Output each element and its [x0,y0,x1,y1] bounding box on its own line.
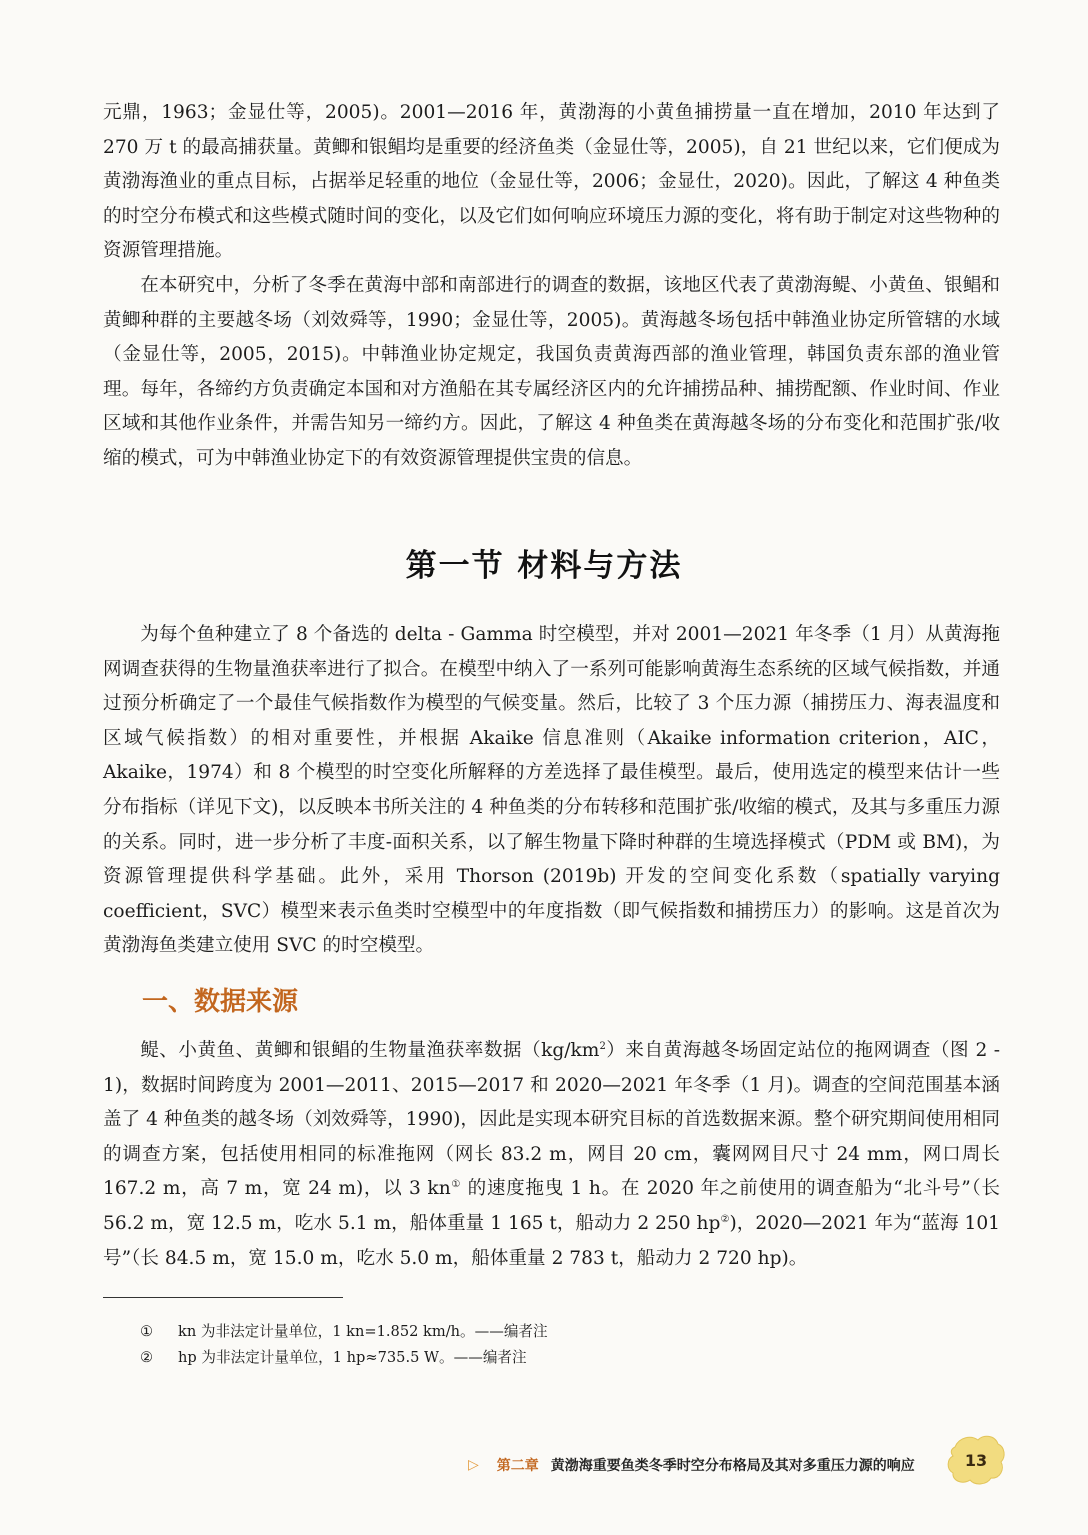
page-number-badge [945,1433,1007,1487]
footnote-text: kn 为非法定计量单位，1 kn=1.852 km/h。——编者注 [178,1323,548,1340]
triangle-arrow-icon: ▷ [468,1457,479,1473]
footnote-ref-2[interactable]: ② [720,1213,730,1225]
data-source-text-a: 鳀、小黄鱼、黄鲫和银鲳的生物量渔获率数据（kg/km [140,1040,600,1061]
running-footer [468,1452,915,1478]
paragraph-methods-overview: 为每个鱼种建立了 8 个备选的 delta - Gamma 时空模型，并对 2001—2021 年冬季（1 月）从黄海拖网调查获得的生物量渔获率进行了拟合。在模型中纳入了一系列可能影响黄海生态系统的区域气候指数，并通过预分析确定了一个最佳气候指数作为模型的气候变量。然后，比较了 3 个压力源（捕捞压力、海表温度和区域气候指数）的相对重要性，并根据 Akaike 信息准则（Akaike information criterion，AIC，Akaike，1974）和 8 个模型的时空变化所解释的方差选择了最佳模型。最后，使用选定的模型来估计一些分布指标（详见下文)，以反映本书所关注的 4 种鱼类的分布转移和范围扩张/收缩的模式，及其与多重压力源的关系。同时，进一步分析了丰度-面积关系，以了解生物量下降时种群的生境选择模式（PDM 或 BM)，为资源管理提供科学基础。此外，采用 Thorson (2019b) 开发的空间变化系数（spatially varying coefficient，SVC）模型来表示鱼类时空模型中的年度指数（即气候指数和捕捞压力）的影响。这是首次为黄渤海鱼类建立使用 SVC 的时空模型。 [103,624,1000,957]
data-source-text-b: ）来自黄海越冬场固定站位的拖网调查（图 2 - 1)，数据时间跨度为 2001—2011、2015—2017 和 2020—2021 年冬季（1 月)。调查的空间范围基本涵盖了 4 种鱼类的越冬场（刘效舜等，1990)，因此是实现本研究目标的首选数据来源。整个研究期间使用相同的调查方案，包括使用相同的标准拖网（网长 83.2 m，网目 20 cm，囊网网目尺寸 24 mm，网口周长 167.2 m，高 7 m，宽 24 m)，以 3 kn [103,1040,1000,1200]
footnote-ref-1[interactable]: ① [450,1179,461,1191]
footnote-divider [103,1297,343,1298]
paragraph-data-source [103,1034,1000,1276]
footnote-1 [140,1322,548,1342]
section-title: 第一节 材料与方法 [405,548,683,584]
data-source-text-c: 的速度拖曳 1 h。在 2020 年之前使用的调查船为“北斗号”（长 56.2 m，宽 12.5 m，吃水 5.1 m，船体重量 1 165 t，船动力 2 250 hp [103,1178,1001,1234]
subsection-title: 一、数据来源 [142,987,299,1017]
footer-chapter-title: 黄渤海重要鱼类冬季时空分布格局及其对多重压力源的响应 [550,1458,915,1474]
superscript-2: 2 [599,1040,606,1052]
footnote-mark: ② [140,1349,154,1366]
page-number: 13 [964,1450,988,1470]
footer-chapter-label: 第二章 [496,1458,539,1474]
paragraph-continued: 元鼎，1963；金显仕等，2005)。2001—2016 年，黄渤海的小黄鱼捕捞量一直在增加，2010 年达到了270 万 t 的最高捕获量。黄鲫和银鲳均是重要的经济鱼类（金显仕等，2005)，自 21 世纪以来，它们便成为黄渤海渔业的重点目标，占据举足轻重的地位（金显仕等，2006；金显仕，2020)。因此，了解这 4 种鱼类的时空分布模式和这些模式随时间的变化，以及它们如何响应环境压力源的变化，将有助于制定对这些物种的资源管理措施。 [103,102,1000,262]
footnote-mark: ① [140,1323,154,1340]
paragraph-study-area: 在本研究中，分析了冬季在黄海中部和南部进行的调查的数据，该地区代表了黄渤海鳀、小黄鱼、银鲳和黄鲫种群的主要越冬场（刘效舜等，1990；金显仕等，2005)。黄海越冬场包括中韩渔业协定所管辖的水域（金显仕等，2005，2015)。中韩渔业协定规定，我国负责黄海西部的渔业管理，韩国负责东部的渔业管理。每年，各缔约方负责确定本国和对方渔船在其专属经济区内的允许捕捞品种、捕捞配额、作业时间、作业区域和其他作业条件，并需告知另一缔约方。因此，了解这 4 种鱼类在黄海越冬场的分布变化和范围扩张/收缩的模式，可为中韩渔业协定下的有效资源管理提供宝贵的信息。 [103,275,1000,469]
footnote-text: hp 为非法定计量单位，1 hp≈735.5 W。——编者注 [178,1349,527,1366]
data-source-text-d: )，2020—2021 年为“蓝海 101 号”（长 84.5 m，宽 15.0 m，吃水 5.0 m，船体重量 2 783 t，船动力 2 720 hp)。 [103,1212,1000,1269]
footnote-2 [140,1348,527,1368]
